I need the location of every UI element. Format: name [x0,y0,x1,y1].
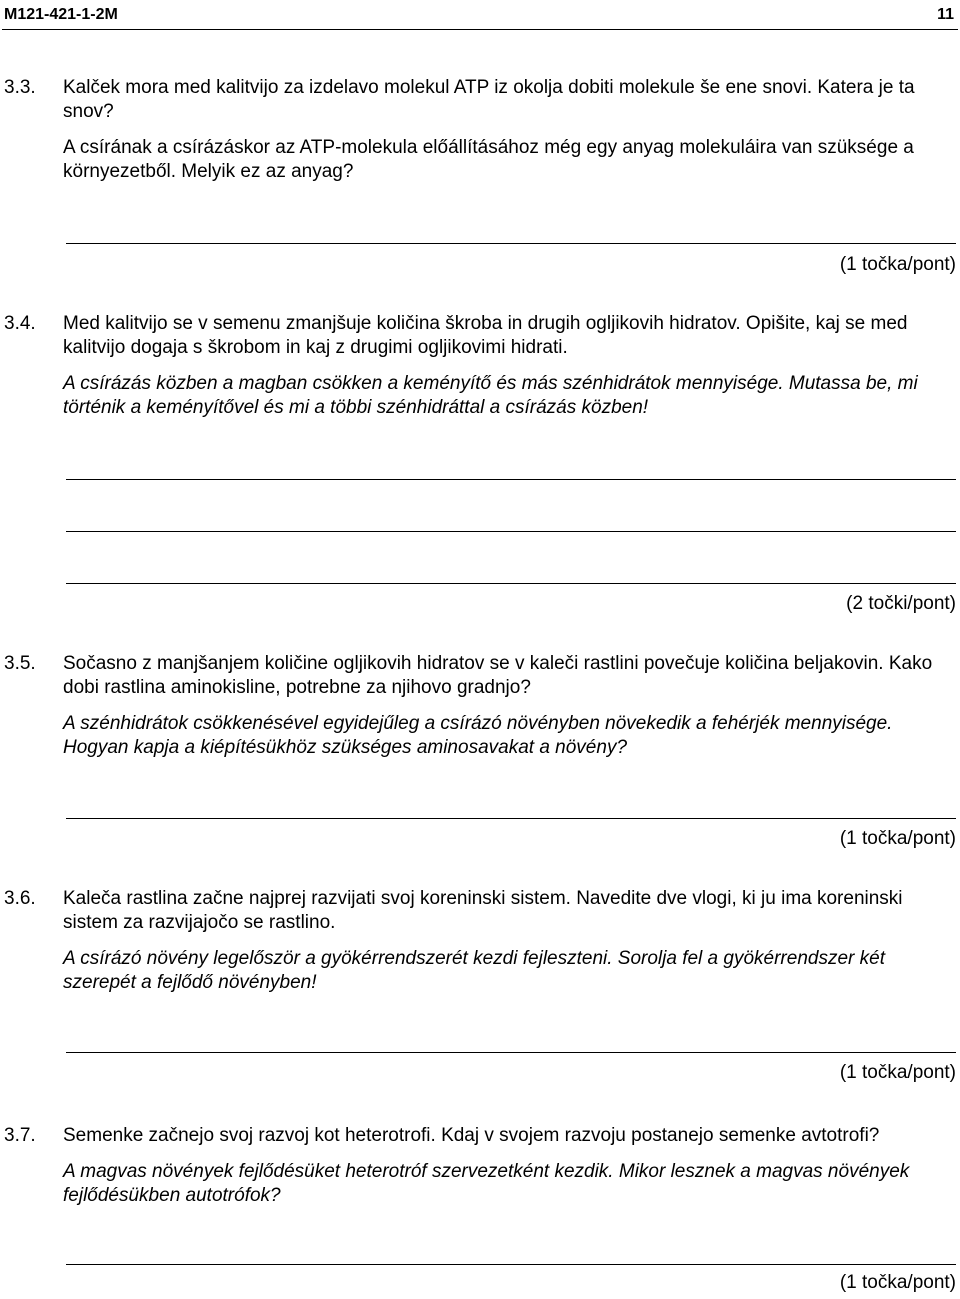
question-text [63,76,955,184]
page-number: 11 [937,6,954,23]
question-text [63,312,955,420]
answer-line[interactable] [66,1264,956,1265]
page-header [0,0,960,30]
exam-code: M121-421-1-2M [4,6,118,23]
points-label: (1 točka/pont) [839,1272,956,1293]
question-text-slovenian: Kaleča rastlina začne najprej razvijati svoj koreninski sistem. Navedite dve vlogi, ki ju ima koreninski sistem za razvijajočo se rastlino. [63,888,903,933]
points-label: (1 točka/pont) [839,828,956,849]
question-number: 3.3. [4,77,36,98]
header-divider [2,29,958,30]
question-text-hungarian: A csírázás közben a magban csökken a keményítő és más szénhidrátok mennyisége. Mutassa be, mi történik a keményítővel és mi a többi szénhidráttal a csírázás közben! [63,373,918,418]
question-text-slovenian: Sočasno z manjšanjem količine ogljikovih hidratov se v kaleči rastlini povečuje količina beljakovin. Kako dobi rastlina aminokisline, potrebne za njihovo gradnjo? [63,653,933,698]
points-label: (2 točki/pont) [846,593,956,614]
points-label: (1 točka/pont) [839,1062,956,1083]
points-label: (1 točka/pont) [839,254,956,275]
answer-line[interactable] [66,583,956,584]
question-text-slovenian: Med kalitvijo se v semenu zmanjšuje količina škroba in drugih ogljikovih hidratov. Opišite, kaj se med kalitvijo dogaja s škrobom in kaj z drugimi ogljikovimi hidrati. [63,313,908,358]
question-text-hungarian: A szénhidrátok csökkenésével egyidejűleg a csírázó növényben növekedik a fehérjék mennyisége. Hogyan kapja a kiépítésükhöz szükséges aminosavakat a növény? [63,713,893,758]
question-number: 3.4. [4,313,36,334]
question-number: 3.6. [4,888,36,909]
answer-line[interactable] [66,243,956,244]
question-number: 3.5. [4,653,36,674]
question-text-slovenian: Kalček mora med kalitvijo za izdelavo molekul ATP iz okolja dobiti molekule še ene snovi. Katera je ta snov? [63,77,915,122]
question-text [63,887,955,995]
question-text-slovenian: Semenke začnejo svoj razvoj kot heterotrofi. Kdaj v svojem razvoju postanejo semenke avtotrofi? [63,1125,880,1146]
answer-line[interactable] [66,531,956,532]
question-number: 3.7. [4,1125,36,1146]
question-text [63,652,955,760]
question-text-hungarian: A magvas növények fejlődésüket heterotróf szervezetként kezdik. Mikor lesznek a magvas növények fejlődésükben autotrófok? [63,1161,910,1206]
answer-line[interactable] [66,479,956,480]
question-text-hungarian: A csírázó növény legelőször a gyökérrendszerét kezdi fejleszteni. Sorolja fel a gyökérrendszer két szerepét a fejlődő növényben! [63,948,885,993]
question-text-hungarian: A csírának a csírázáskor az ATP-molekula előállításához még egy anyag molekuláira van szüksége a környezetből. Melyik ez az anyag? [63,137,914,182]
answer-line[interactable] [66,818,956,819]
question-text [63,1124,955,1208]
answer-line[interactable] [66,1052,956,1053]
